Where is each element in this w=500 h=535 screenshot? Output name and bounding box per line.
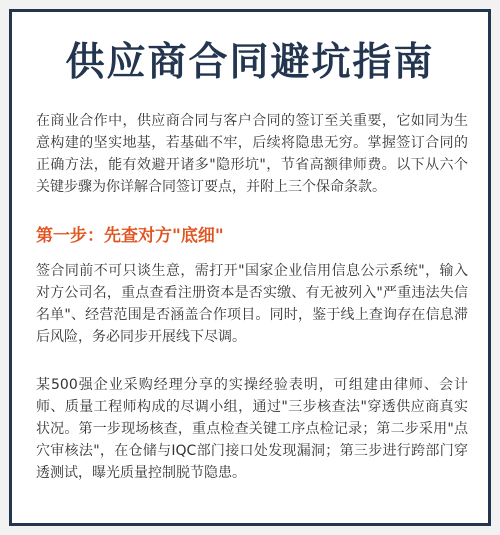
step1-paragraph-2: 某500强企业采购经理分享的实操经验表明，可组建由律师、会计师、质量工程师构成的尽调小组，通过"三步核查法"穿透供应商真实状况。第一步现场核查，重点检查关键工序点检记录；第二步采用"点穴审核法"，在仓储与IQC部门接口处发现漏洞；第三步进行跨部门穿透测试，曝光质量控制脱节隐患。 [36,377,468,481]
article-title: 供应商合同避坑指南 [65,40,435,85]
intro-paragraph: 在商业合作中，供应商合同与客户合同的签订至关重要，它如同为生意构建的坚实地基，若基础不牢，后续将隐患无穷。掌握签订合同的正确方法，能有效避开诸多"隐形坑"，节省高额律师费。以下从六个关键步骤为你详解合同签订要点，并附上三个保命条款。 [36,113,468,195]
step1-heading: 第一步：先查对方"底细" [36,226,224,246]
step1-paragraph-1: 签合同前不可只谈生意，需打开"国家企业信用信息公示系统"，输入对方公司名，重点查看注册资本是否实缴、有无被列入"严重违法失信名单"、经营范围是否涵盖合作项目。同时，鉴于线上查询存在信息滞后风险，务必同步开展线下尽调。 [36,263,468,345]
article-frame [9,9,491,526]
